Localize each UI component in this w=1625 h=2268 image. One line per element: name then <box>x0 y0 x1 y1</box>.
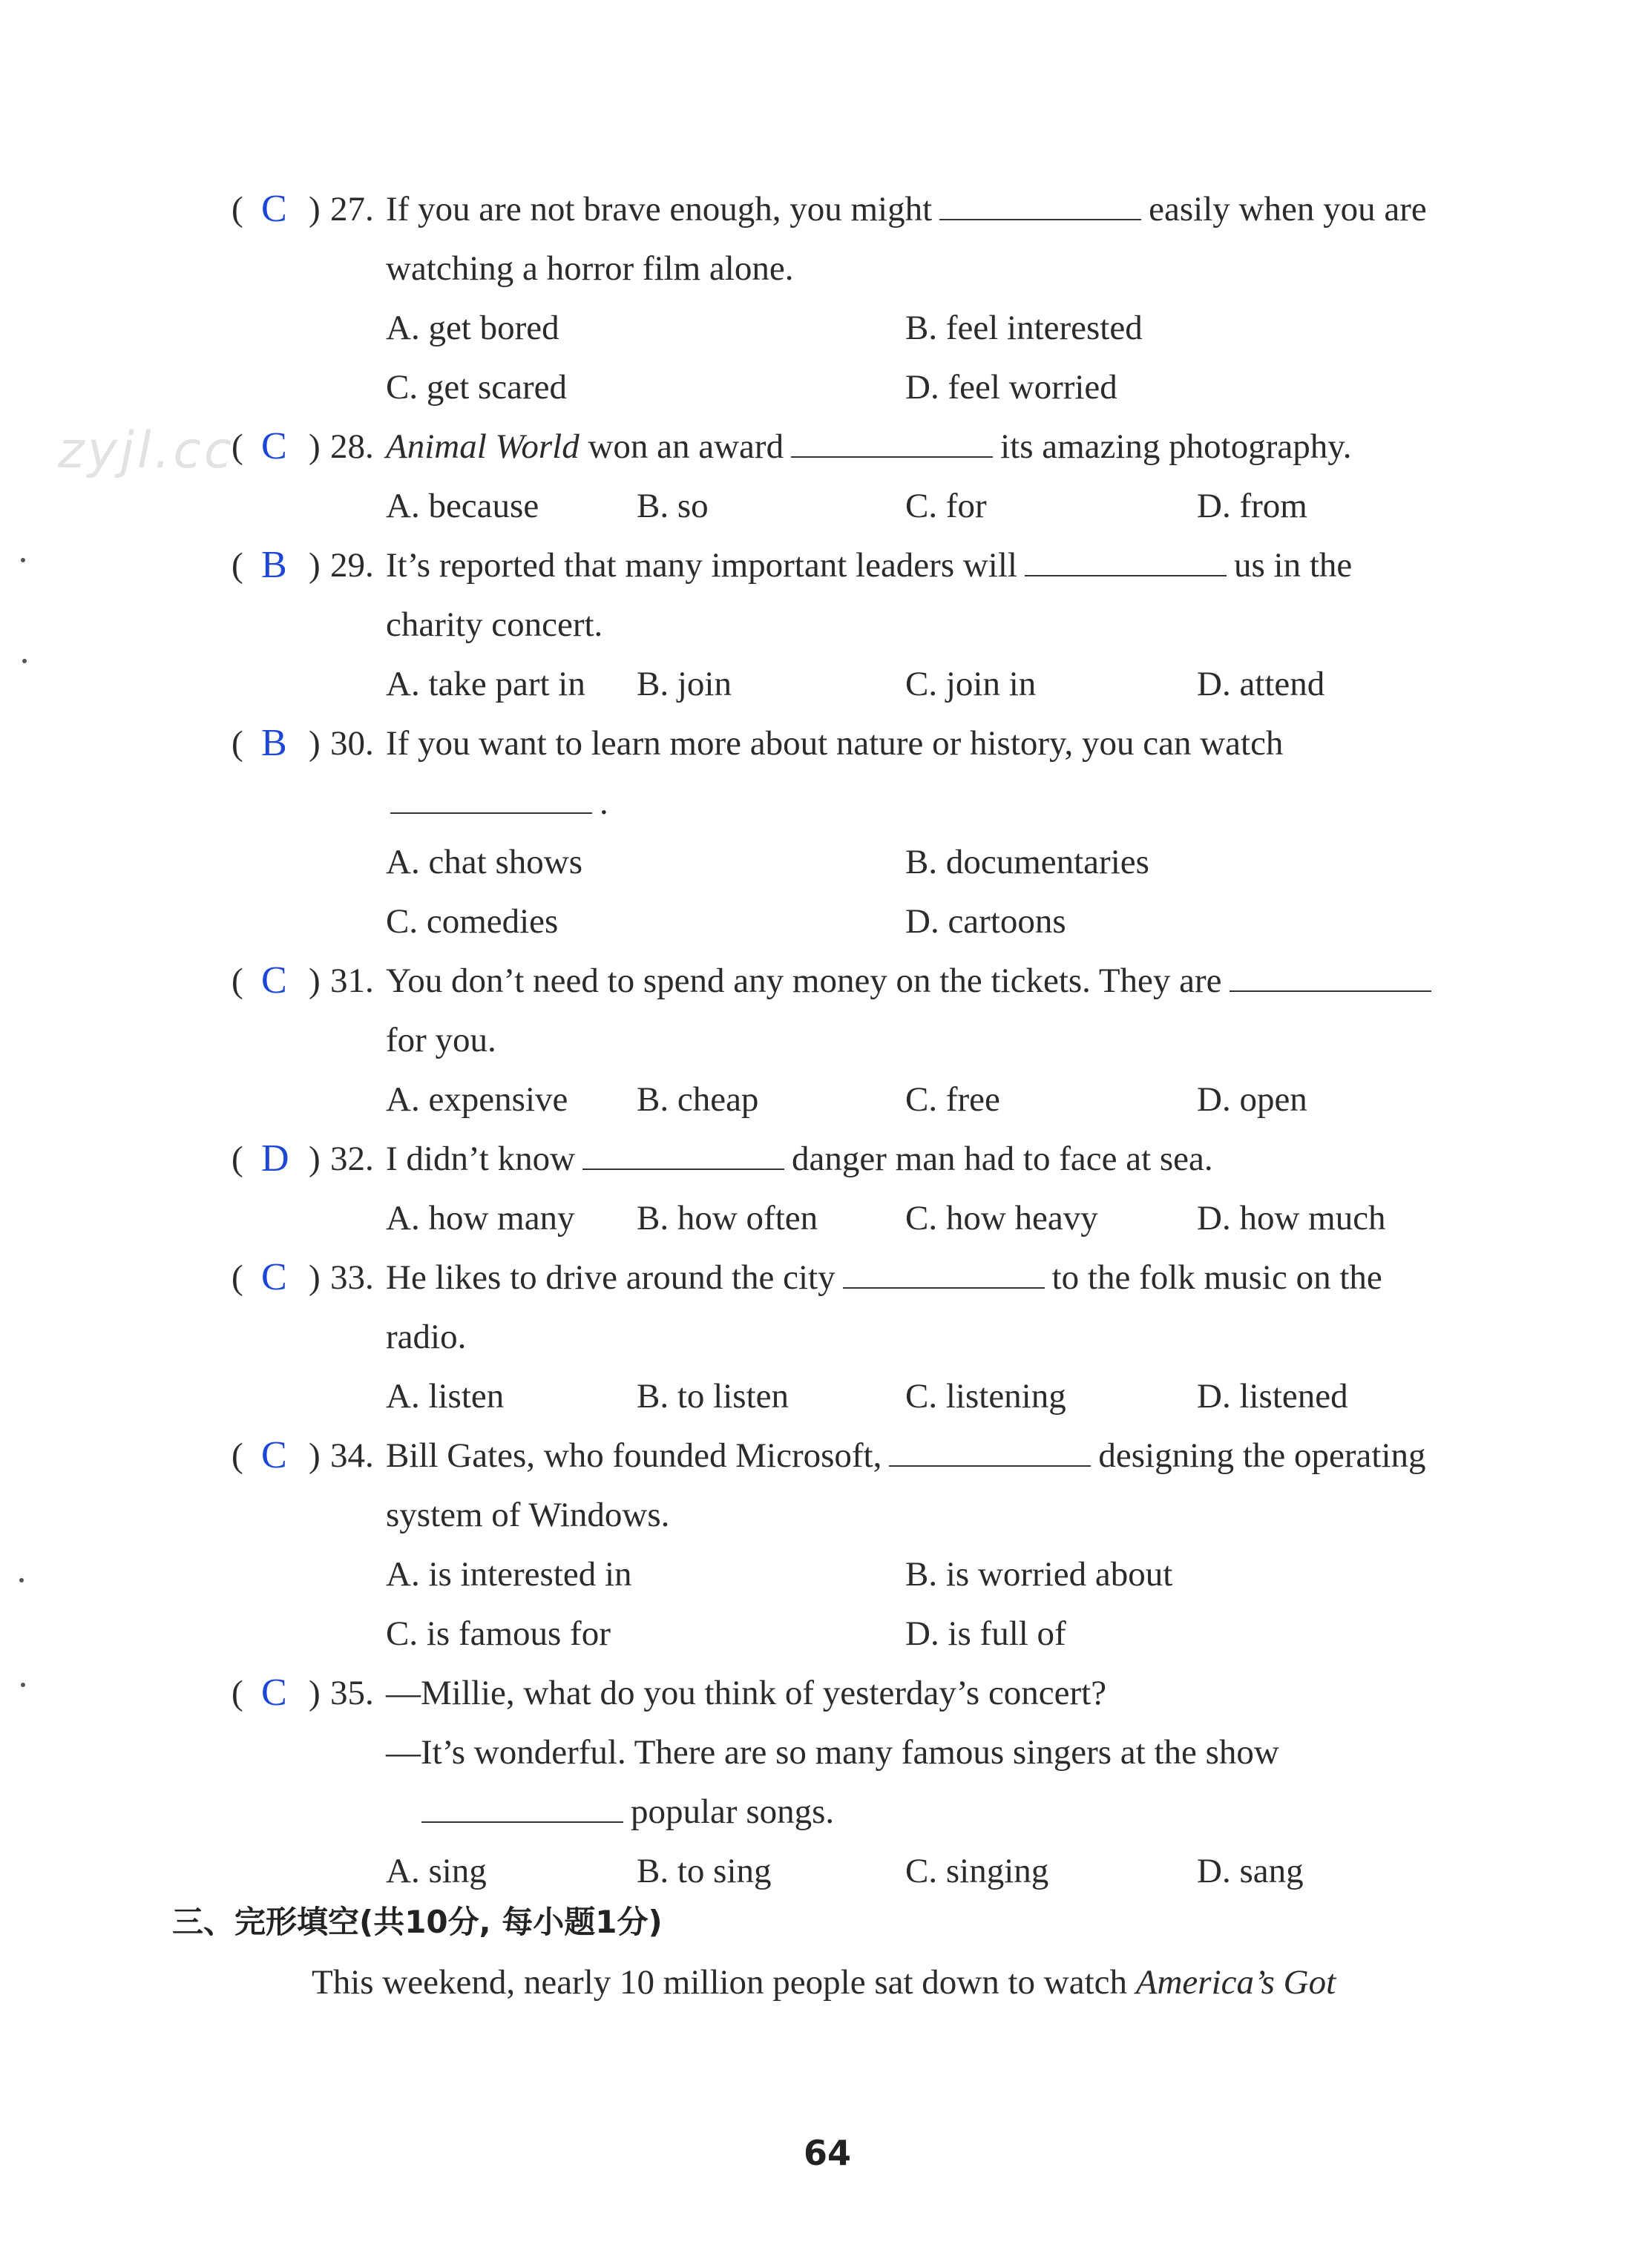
option-d: D. cartoons <box>905 902 1066 941</box>
question-stem-continuation: popular songs. <box>386 1789 834 1834</box>
answer-mark: C <box>261 1256 287 1298</box>
answer-blank <box>1025 545 1227 576</box>
answer-mark: C <box>261 425 287 467</box>
worksheet-page: zyjl.cc ( C ) 27. If you are not brave enough, you might easily when you are watching a horror film alone. A. get bored B. feel interested C. get scared D. feel worried ( C ) 28. Animal World won an award its amazing photography. A. because B. so C. for D. from ( B ) 29. It’s reported that many important leaders will us in the charity concert. A. take part in B. join C. join in D. attend ( B ) 30. If you want to learn more about nature or history, you can watch . A. chat shows B. documentaries C. comedies D. cartoons ( C ) 31. You don’t need to spend any money on the tickets. They are for you. A. expensive B. cheap C. free D. open ( D ) 32. I didn’t know danger man had to face at sea. A. how many B. how often C. how heavy D. how much ( C ) 33. He likes to drive around the city to the folk music on the radio. A. listen B. to listen C. listening D. listened ( C ) 34. Bill Gates, who founded Microsoft, designing the operating system of Windows. A. is interested in B. is worried about C. is famous for D. is full of ( C ) 35. —Millie, what do you think of yesterday’s concert? —It’s wonderful. There are so many famous singers at the show popular songs. A. sing B. to sing C. singing D. sang 三、完形填空(共10分, 每小题1分) This weekend, nearly 10 million people sat down to watch America’s Got 64 <box>0 0 1625 2268</box>
question-stem-continuation: system of Windows. <box>386 1496 670 1534</box>
answer-blank <box>1230 961 1431 992</box>
watermark: zyjl.cc <box>58 421 235 480</box>
question-stem-continuation: for you. <box>386 1021 496 1059</box>
question-stem-continuation: . <box>386 780 608 825</box>
option-b: B. join <box>637 665 732 703</box>
answer-mark: B <box>261 544 287 586</box>
question-stem: Animal World won an award its amazing photography. <box>386 427 1352 466</box>
option-d: D. attend <box>1197 665 1325 703</box>
option-a: A. is interested in <box>386 1555 632 1594</box>
question-stem: You don’t need to spend any money on the tickets. They are <box>386 959 1439 1003</box>
option-c: C. join in <box>905 665 1037 703</box>
option-b: B. to listen <box>637 1377 789 1416</box>
question-stem: He likes to drive around the city to the folk music on the <box>386 1258 1382 1297</box>
option-a: A. listen <box>386 1377 505 1416</box>
question-stem-continuation: radio. <box>386 1318 467 1356</box>
question-stem: If you are not brave enough, you might easily when you are <box>386 190 1427 229</box>
option-c: C. is famous for <box>386 1614 611 1653</box>
option-d: D. from <box>1197 487 1307 525</box>
option-b: B. to sing <box>637 1852 772 1890</box>
question-number: 33. <box>330 1258 374 1297</box>
option-b: B. is worried about <box>905 1555 1173 1594</box>
question-stem-continuation: charity concert. <box>386 605 603 644</box>
option-d: D. is full of <box>905 1614 1066 1653</box>
question-number: 27. <box>330 190 374 229</box>
answer-mark: C <box>261 1434 287 1476</box>
option-c: C. singing <box>905 1852 1049 1890</box>
question-number: 35. <box>330 1674 374 1712</box>
question-number: 28. <box>330 427 374 466</box>
question-stem: It’s reported that many important leaders will us in the <box>386 546 1353 585</box>
answer-blank <box>421 1792 623 1823</box>
option-c: C. listening <box>905 1377 1066 1416</box>
option-c: C. for <box>905 487 987 525</box>
option-b: B. feel interested <box>905 309 1143 347</box>
question-number: 29. <box>330 546 374 585</box>
option-a: A. chat shows <box>386 843 582 881</box>
option-d: D. listened <box>1197 1377 1348 1416</box>
page-number: 64 <box>803 2133 851 2173</box>
option-a: A. take part in <box>386 665 585 703</box>
option-a: A. expensive <box>386 1080 568 1119</box>
option-b: B. so <box>637 487 709 525</box>
option-d: D. feel worried <box>905 368 1117 407</box>
question-stem: —Millie, what do you think of yesterday’s concert? <box>386 1674 1107 1712</box>
option-c: C. free <box>905 1080 1000 1119</box>
question-number: 34. <box>330 1436 374 1475</box>
answer-blank <box>582 1139 784 1170</box>
answer-mark: C <box>261 1672 287 1714</box>
option-a: A. get bored <box>386 309 559 347</box>
option-b: B. documentaries <box>905 843 1149 881</box>
option-b: B. how often <box>637 1199 818 1237</box>
option-c: C. get scared <box>386 368 568 407</box>
question-stem: Bill Gates, who founded Microsoft, designing the operating <box>386 1436 1426 1475</box>
passage-first-line: This weekend, nearly 10 million people sat down to watch America’s Got <box>312 1963 1336 2002</box>
option-d: D. sang <box>1197 1852 1304 1890</box>
answer-blank <box>889 1436 1091 1467</box>
answer-mark: C <box>261 188 287 230</box>
option-d: D. how much <box>1197 1199 1386 1237</box>
question-number: 31. <box>330 962 374 1000</box>
option-d: D. open <box>1197 1080 1307 1119</box>
answer-blank <box>939 189 1141 220</box>
margin-dot <box>19 1578 24 1582</box>
option-a: A. sing <box>386 1852 487 1890</box>
question-number: 30. <box>330 724 374 763</box>
option-a: A. how many <box>386 1199 575 1237</box>
question-number: 32. <box>330 1140 374 1178</box>
question-stem: I didn’t know danger man had to face at sea. <box>386 1140 1213 1178</box>
answer-mark: B <box>261 722 287 764</box>
answer-mark: C <box>261 959 287 1002</box>
answer-blank <box>791 427 993 458</box>
section-heading: 三、完形填空(共10分, 每小题1分) <box>172 1904 663 1940</box>
question-stem: If you want to learn more about nature or history, you can watch <box>386 724 1284 763</box>
answer-blank <box>390 783 592 814</box>
answer-blank <box>843 1258 1045 1289</box>
question-stem-continuation: watching a horror film alone. <box>386 249 794 288</box>
option-c: C. comedies <box>386 902 559 941</box>
option-c: C. how heavy <box>905 1199 1098 1237</box>
option-b: B. cheap <box>637 1080 759 1119</box>
margin-dot <box>22 659 27 663</box>
answer-mark: D <box>261 1137 289 1180</box>
dialogue-reply: —It’s wonderful. There are so many famous singers at the show <box>386 1733 1279 1772</box>
option-a: A. because <box>386 487 539 525</box>
